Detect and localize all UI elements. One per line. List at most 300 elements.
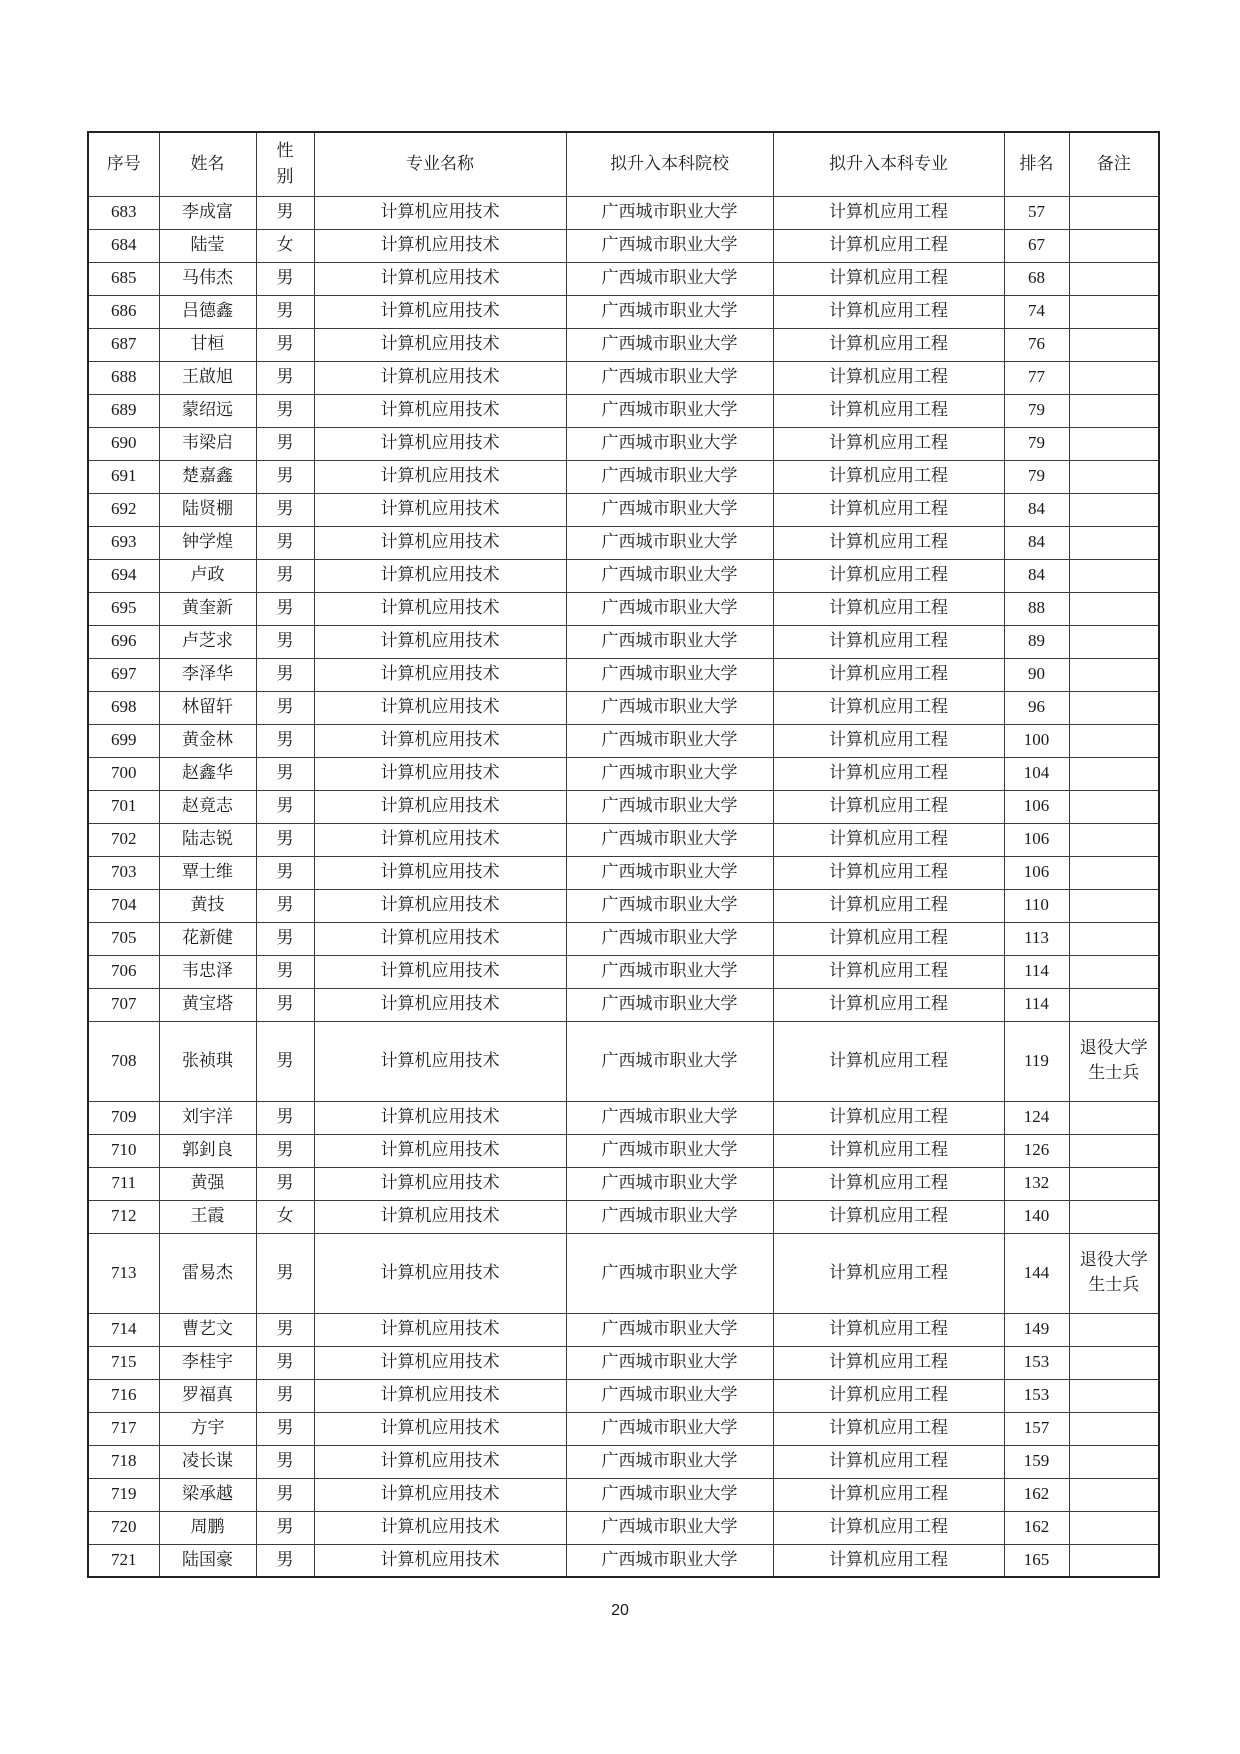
cell-major: 计算机应用技术 [314, 1478, 566, 1511]
table-row [88, 1200, 1159, 1233]
table-row [88, 691, 1159, 724]
cell-remark [1069, 1412, 1159, 1445]
cell-major: 计算机应用技术 [314, 1134, 566, 1167]
table-row [88, 1445, 1159, 1478]
cell-gender: 男 [256, 328, 314, 361]
cell-target-major: 计算机应用工程 [773, 361, 1004, 394]
table-row [88, 757, 1159, 790]
cell-gender: 男 [256, 856, 314, 889]
cell-college: 广西城市职业大学 [566, 295, 773, 328]
cell-gender: 男 [256, 823, 314, 856]
cell-target-major: 计算机应用工程 [773, 889, 1004, 922]
column-header-college: 拟升入本科院校 [566, 132, 773, 196]
cell-major: 计算机应用技术 [314, 559, 566, 592]
table-row [88, 625, 1159, 658]
cell-target-major: 计算机应用工程 [773, 1445, 1004, 1478]
cell-rank: 124 [1004, 1101, 1069, 1134]
table-row [88, 394, 1159, 427]
cell-college: 广西城市职业大学 [566, 757, 773, 790]
cell-target-major: 计算机应用工程 [773, 1313, 1004, 1346]
cell-no: 707 [88, 988, 159, 1021]
cell-college: 广西城市职业大学 [566, 229, 773, 262]
cell-rank: 79 [1004, 460, 1069, 493]
cell-major: 计算机应用技术 [314, 889, 566, 922]
cell-rank: 106 [1004, 823, 1069, 856]
cell-gender: 男 [256, 526, 314, 559]
cell-rank: 140 [1004, 1200, 1069, 1233]
cell-major: 计算机应用技术 [314, 361, 566, 394]
cell-college: 广西城市职业大学 [566, 922, 773, 955]
cell-target-major: 计算机应用工程 [773, 196, 1004, 229]
cell-target-major: 计算机应用工程 [773, 460, 1004, 493]
table-row [88, 955, 1159, 988]
cell-name: 凌长谋 [159, 1445, 256, 1478]
cell-gender: 男 [256, 493, 314, 526]
cell-remark [1069, 559, 1159, 592]
cell-target-major: 计算机应用工程 [773, 658, 1004, 691]
cell-name: 李成富 [159, 196, 256, 229]
cell-major: 计算机应用技术 [314, 988, 566, 1021]
cell-major: 计算机应用技术 [314, 1379, 566, 1412]
table-row [88, 1478, 1159, 1511]
table-row [88, 922, 1159, 955]
cell-remark [1069, 394, 1159, 427]
cell-target-major: 计算机应用工程 [773, 229, 1004, 262]
cell-no: 711 [88, 1167, 159, 1200]
cell-major: 计算机应用技术 [314, 922, 566, 955]
cell-name: 覃士维 [159, 856, 256, 889]
cell-college: 广西城市职业大学 [566, 658, 773, 691]
table-row [88, 427, 1159, 460]
cell-rank: 57 [1004, 196, 1069, 229]
table-row [88, 1101, 1159, 1134]
table-row [88, 361, 1159, 394]
cell-remark [1069, 295, 1159, 328]
cell-name: 罗福真 [159, 1379, 256, 1412]
cell-remark [1069, 1313, 1159, 1346]
cell-major: 计算机应用技术 [314, 1346, 566, 1379]
cell-name: 陆志锐 [159, 823, 256, 856]
cell-college: 广西城市职业大学 [566, 823, 773, 856]
cell-remark [1069, 922, 1159, 955]
cell-rank: 113 [1004, 922, 1069, 955]
cell-target-major: 计算机应用工程 [773, 1511, 1004, 1544]
table-row [88, 856, 1159, 889]
cell-name: 林留轩 [159, 691, 256, 724]
cell-remark [1069, 361, 1159, 394]
cell-major: 计算机应用技术 [314, 1412, 566, 1445]
cell-name: 钟学煌 [159, 526, 256, 559]
cell-rank: 153 [1004, 1346, 1069, 1379]
cell-major: 计算机应用技术 [314, 1167, 566, 1200]
cell-no: 686 [88, 295, 159, 328]
cell-rank: 126 [1004, 1134, 1069, 1167]
cell-major: 计算机应用技术 [314, 493, 566, 526]
cell-college: 广西城市职业大学 [566, 493, 773, 526]
cell-rank: 110 [1004, 889, 1069, 922]
cell-remark [1069, 691, 1159, 724]
table-row [88, 328, 1159, 361]
cell-gender: 男 [256, 757, 314, 790]
cell-gender: 男 [256, 1101, 314, 1134]
student-roster-table [87, 131, 1160, 1578]
cell-college: 广西城市职业大学 [566, 1511, 773, 1544]
cell-target-major: 计算机应用工程 [773, 1134, 1004, 1167]
cell-college: 广西城市职业大学 [566, 625, 773, 658]
cell-gender: 男 [256, 625, 314, 658]
cell-gender: 男 [256, 1233, 314, 1313]
cell-major: 计算机应用技术 [314, 328, 566, 361]
cell-name: 马伟杰 [159, 262, 256, 295]
cell-major: 计算机应用技术 [314, 229, 566, 262]
cell-no: 685 [88, 262, 159, 295]
cell-name: 赵竟志 [159, 790, 256, 823]
cell-gender: 男 [256, 1021, 314, 1101]
cell-target-major: 计算机应用工程 [773, 1478, 1004, 1511]
cell-name: 黄奎新 [159, 592, 256, 625]
cell-major: 计算机应用技术 [314, 427, 566, 460]
cell-gender: 男 [256, 1544, 314, 1577]
cell-major: 计算机应用技术 [314, 724, 566, 757]
cell-target-major: 计算机应用工程 [773, 724, 1004, 757]
cell-rank: 162 [1004, 1511, 1069, 1544]
cell-rank: 162 [1004, 1478, 1069, 1511]
cell-gender: 男 [256, 988, 314, 1021]
cell-rank: 84 [1004, 559, 1069, 592]
cell-rank: 153 [1004, 1379, 1069, 1412]
cell-major: 计算机应用技术 [314, 1021, 566, 1101]
column-header-name: 姓名 [159, 132, 256, 196]
cell-college: 广西城市职业大学 [566, 427, 773, 460]
cell-major: 计算机应用技术 [314, 1544, 566, 1577]
cell-name: 王啟旭 [159, 361, 256, 394]
cell-rank: 84 [1004, 493, 1069, 526]
table-row [88, 1167, 1159, 1200]
cell-remark [1069, 1445, 1159, 1478]
cell-college: 广西城市职业大学 [566, 592, 773, 625]
cell-major: 计算机应用技术 [314, 1313, 566, 1346]
cell-gender: 女 [256, 1200, 314, 1233]
cell-rank: 96 [1004, 691, 1069, 724]
cell-gender: 男 [256, 922, 314, 955]
cell-gender: 男 [256, 1379, 314, 1412]
cell-remark [1069, 592, 1159, 625]
cell-remark [1069, 1478, 1159, 1511]
cell-target-major: 计算机应用工程 [773, 1412, 1004, 1445]
cell-name: 陆贤棚 [159, 493, 256, 526]
cell-name: 陆莹 [159, 229, 256, 262]
cell-target-major: 计算机应用工程 [773, 757, 1004, 790]
column-header-rank: 排名 [1004, 132, 1069, 196]
cell-remark [1069, 526, 1159, 559]
cell-no: 689 [88, 394, 159, 427]
cell-no: 687 [88, 328, 159, 361]
cell-target-major: 计算机应用工程 [773, 1544, 1004, 1577]
cell-gender: 男 [256, 196, 314, 229]
cell-college: 广西城市职业大学 [566, 262, 773, 295]
table-row [88, 1511, 1159, 1544]
cell-no: 719 [88, 1478, 159, 1511]
cell-name: 卢芝求 [159, 625, 256, 658]
cell-no: 715 [88, 1346, 159, 1379]
cell-no: 720 [88, 1511, 159, 1544]
cell-gender: 男 [256, 559, 314, 592]
cell-major: 计算机应用技术 [314, 823, 566, 856]
cell-major: 计算机应用技术 [314, 592, 566, 625]
cell-no: 716 [88, 1379, 159, 1412]
column-header-target-major: 拟升入本科专业 [773, 132, 1004, 196]
cell-remark [1069, 955, 1159, 988]
cell-remark: 退役大学生士兵 [1069, 1021, 1159, 1101]
cell-major: 计算机应用技术 [314, 394, 566, 427]
table-row [88, 1412, 1159, 1445]
cell-target-major: 计算机应用工程 [773, 1167, 1004, 1200]
cell-major: 计算机应用技术 [314, 1511, 566, 1544]
table-row [88, 1134, 1159, 1167]
cell-college: 广西城市职业大学 [566, 1346, 773, 1379]
table-row [88, 790, 1159, 823]
cell-rank: 67 [1004, 229, 1069, 262]
table-row [88, 1313, 1159, 1346]
cell-no: 708 [88, 1021, 159, 1101]
cell-no: 692 [88, 493, 159, 526]
cell-name: 陆国豪 [159, 1544, 256, 1577]
cell-remark [1069, 625, 1159, 658]
cell-target-major: 计算机应用工程 [773, 856, 1004, 889]
cell-target-major: 计算机应用工程 [773, 988, 1004, 1021]
table-row [88, 988, 1159, 1021]
cell-remark [1069, 790, 1159, 823]
cell-major: 计算机应用技术 [314, 1233, 566, 1313]
cell-remark [1069, 1346, 1159, 1379]
cell-remark [1069, 262, 1159, 295]
cell-gender: 男 [256, 1445, 314, 1478]
cell-remark [1069, 328, 1159, 361]
table-row [88, 1233, 1159, 1313]
table-row [88, 889, 1159, 922]
cell-name: 雷易杰 [159, 1233, 256, 1313]
column-header-remark: 备注 [1069, 132, 1159, 196]
cell-no: 701 [88, 790, 159, 823]
cell-name: 吕德鑫 [159, 295, 256, 328]
cell-name: 花新健 [159, 922, 256, 955]
cell-no: 699 [88, 724, 159, 757]
cell-remark [1069, 460, 1159, 493]
cell-target-major: 计算机应用工程 [773, 1233, 1004, 1313]
cell-remark [1069, 823, 1159, 856]
table-row [88, 592, 1159, 625]
cell-rank: 104 [1004, 757, 1069, 790]
cell-no: 702 [88, 823, 159, 856]
cell-rank: 79 [1004, 394, 1069, 427]
cell-gender: 女 [256, 229, 314, 262]
cell-no: 698 [88, 691, 159, 724]
cell-college: 广西城市职业大学 [566, 460, 773, 493]
cell-gender: 男 [256, 658, 314, 691]
column-header-no: 序号 [88, 132, 159, 196]
cell-no: 697 [88, 658, 159, 691]
cell-no: 693 [88, 526, 159, 559]
cell-college: 广西城市职业大学 [566, 1379, 773, 1412]
table-header-row [88, 132, 1159, 196]
cell-gender: 男 [256, 1134, 314, 1167]
cell-gender: 男 [256, 427, 314, 460]
cell-remark [1069, 1511, 1159, 1544]
cell-college: 广西城市职业大学 [566, 988, 773, 1021]
cell-major: 计算机应用技术 [314, 790, 566, 823]
cell-target-major: 计算机应用工程 [773, 1346, 1004, 1379]
table-row [88, 1544, 1159, 1577]
cell-college: 广西城市职业大学 [566, 328, 773, 361]
cell-target-major: 计算机应用工程 [773, 262, 1004, 295]
cell-name: 刘宇洋 [159, 1101, 256, 1134]
cell-college: 广西城市职业大学 [566, 856, 773, 889]
cell-college: 广西城市职业大学 [566, 559, 773, 592]
cell-gender: 男 [256, 1412, 314, 1445]
cell-rank: 74 [1004, 295, 1069, 328]
cell-target-major: 计算机应用工程 [773, 427, 1004, 460]
cell-name: 郭釗良 [159, 1134, 256, 1167]
cell-name: 方宇 [159, 1412, 256, 1445]
cell-gender: 男 [256, 1313, 314, 1346]
cell-rank: 106 [1004, 790, 1069, 823]
cell-remark [1069, 889, 1159, 922]
cell-name: 梁承越 [159, 1478, 256, 1511]
cell-major: 计算机应用技术 [314, 1200, 566, 1233]
cell-name: 王霞 [159, 1200, 256, 1233]
table-row [88, 295, 1159, 328]
cell-target-major: 计算机应用工程 [773, 295, 1004, 328]
cell-gender: 男 [256, 889, 314, 922]
table-row [88, 559, 1159, 592]
cell-no: 709 [88, 1101, 159, 1134]
cell-rank: 76 [1004, 328, 1069, 361]
cell-major: 计算机应用技术 [314, 625, 566, 658]
cell-major: 计算机应用技术 [314, 1101, 566, 1134]
cell-major: 计算机应用技术 [314, 658, 566, 691]
table-row [88, 229, 1159, 262]
cell-college: 广西城市职业大学 [566, 724, 773, 757]
column-header-gender-label: 性别 [276, 140, 294, 187]
table-row [88, 1379, 1159, 1412]
cell-rank: 114 [1004, 988, 1069, 1021]
cell-no: 721 [88, 1544, 159, 1577]
cell-rank: 90 [1004, 658, 1069, 691]
cell-target-major: 计算机应用工程 [773, 328, 1004, 361]
cell-college: 广西城市职业大学 [566, 361, 773, 394]
cell-name: 赵鑫华 [159, 757, 256, 790]
cell-rank: 144 [1004, 1233, 1069, 1313]
cell-rank: 106 [1004, 856, 1069, 889]
cell-major: 计算机应用技术 [314, 1445, 566, 1478]
cell-target-major: 计算机应用工程 [773, 955, 1004, 988]
cell-gender: 男 [256, 1478, 314, 1511]
cell-major: 计算机应用技术 [314, 856, 566, 889]
cell-gender: 男 [256, 1511, 314, 1544]
cell-remark [1069, 856, 1159, 889]
cell-name: 蒙绍远 [159, 394, 256, 427]
table-row [88, 196, 1159, 229]
cell-remark [1069, 658, 1159, 691]
cell-college: 广西城市职业大学 [566, 1478, 773, 1511]
cell-no: 718 [88, 1445, 159, 1478]
cell-college: 广西城市职业大学 [566, 196, 773, 229]
cell-remark [1069, 988, 1159, 1021]
cell-gender: 男 [256, 295, 314, 328]
cell-no: 690 [88, 427, 159, 460]
cell-name: 周鹏 [159, 1511, 256, 1544]
cell-no: 704 [88, 889, 159, 922]
cell-no: 683 [88, 196, 159, 229]
table-row [88, 526, 1159, 559]
cell-target-major: 计算机应用工程 [773, 823, 1004, 856]
cell-college: 广西城市职业大学 [566, 394, 773, 427]
cell-no: 694 [88, 559, 159, 592]
cell-rank: 132 [1004, 1167, 1069, 1200]
cell-no: 695 [88, 592, 159, 625]
cell-major: 计算机应用技术 [314, 460, 566, 493]
cell-gender: 男 [256, 724, 314, 757]
cell-target-major: 计算机应用工程 [773, 1101, 1004, 1134]
cell-rank: 77 [1004, 361, 1069, 394]
cell-no: 696 [88, 625, 159, 658]
cell-rank: 89 [1004, 625, 1069, 658]
cell-major: 计算机应用技术 [314, 262, 566, 295]
cell-gender: 男 [256, 460, 314, 493]
cell-no: 703 [88, 856, 159, 889]
cell-no: 713 [88, 1233, 159, 1313]
cell-no: 691 [88, 460, 159, 493]
cell-target-major: 计算机应用工程 [773, 1379, 1004, 1412]
cell-no: 712 [88, 1200, 159, 1233]
cell-major: 计算机应用技术 [314, 691, 566, 724]
cell-target-major: 计算机应用工程 [773, 691, 1004, 724]
cell-remark [1069, 493, 1159, 526]
table-row [88, 658, 1159, 691]
cell-remark [1069, 1134, 1159, 1167]
cell-remark [1069, 1101, 1159, 1134]
cell-name: 黄金林 [159, 724, 256, 757]
cell-name: 韦忠泽 [159, 955, 256, 988]
cell-remark [1069, 229, 1159, 262]
cell-target-major: 计算机应用工程 [773, 394, 1004, 427]
cell-college: 广西城市职业大学 [566, 1233, 773, 1313]
cell-college: 广西城市职业大学 [566, 691, 773, 724]
column-header-gender [256, 132, 314, 196]
cell-major: 计算机应用技术 [314, 955, 566, 988]
cell-college: 广西城市职业大学 [566, 1544, 773, 1577]
table-row [88, 1346, 1159, 1379]
cell-remark [1069, 1167, 1159, 1200]
cell-remark [1069, 1379, 1159, 1412]
cell-college: 广西城市职业大学 [566, 1167, 773, 1200]
cell-rank: 159 [1004, 1445, 1069, 1478]
cell-college: 广西城市职业大学 [566, 889, 773, 922]
cell-college: 广西城市职业大学 [566, 790, 773, 823]
cell-name: 李泽华 [159, 658, 256, 691]
cell-remark [1069, 196, 1159, 229]
cell-remark [1069, 724, 1159, 757]
cell-major: 计算机应用技术 [314, 757, 566, 790]
cell-no: 710 [88, 1134, 159, 1167]
cell-college: 广西城市职业大学 [566, 1101, 773, 1134]
cell-gender: 男 [256, 955, 314, 988]
cell-name: 韦梁启 [159, 427, 256, 460]
cell-remark [1069, 1544, 1159, 1577]
cell-rank: 84 [1004, 526, 1069, 559]
cell-target-major: 计算机应用工程 [773, 922, 1004, 955]
cell-college: 广西城市职业大学 [566, 1200, 773, 1233]
